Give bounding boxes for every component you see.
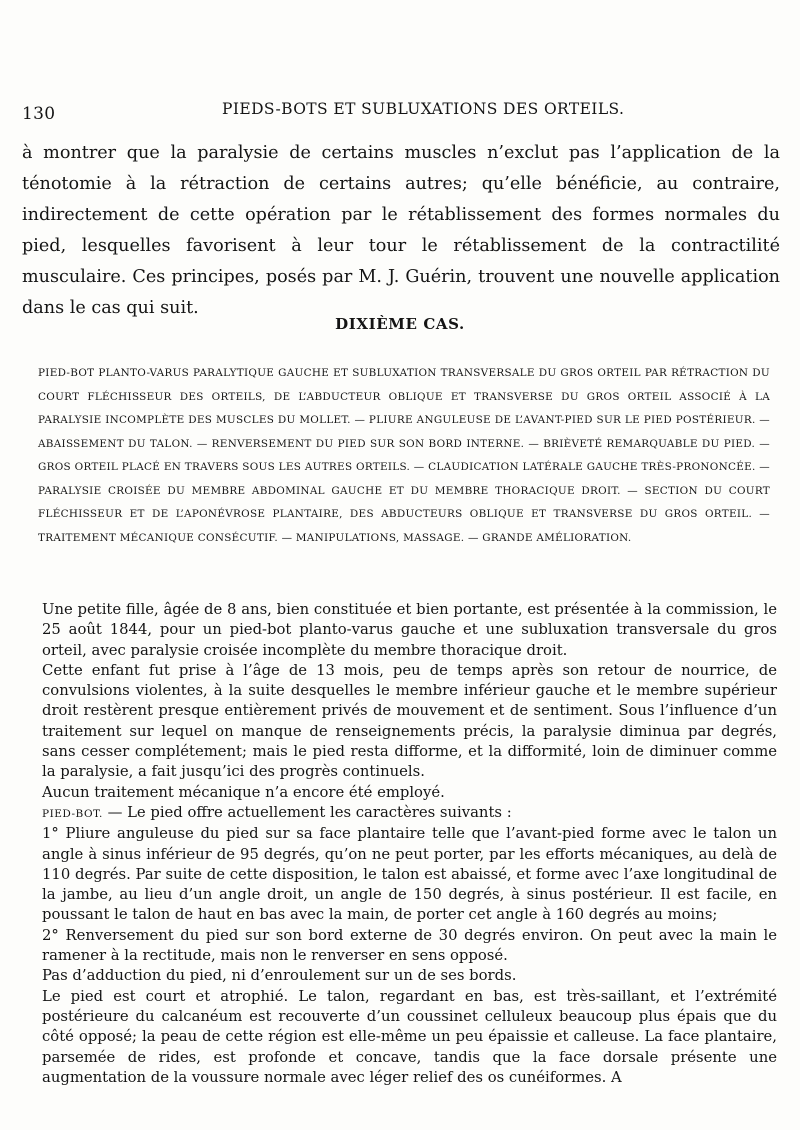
page-number: 130 <box>22 104 56 124</box>
pied-bot-paragraph <box>42 803 777 824</box>
list-item: 2° Renversement du pied sur son bord externe de 30 degrés environ. On peut avec la main le ramener à la rectitude, mais non le renverser en sens opposé. <box>42 926 777 965</box>
pied-bot-label: PIED-BOT. <box>42 807 103 820</box>
paragraph: Aucun traitement mécanique n’a encore été employé. <box>42 783 445 801</box>
paragraph: Pas d’adduction du pied, ni d’enroulement sur un de ses bords. <box>42 967 517 985</box>
section-title: DIXIÈME CAS. <box>335 315 465 333</box>
paragraph: Une petite fille, âgée de 8 ans, bien constituée et bien portante, est présentée à la commission, le 25 août 1844, pour un pied-bot planto-varus gauche et une subluxation transversale du gros orteil, avec paralysie croisée incomplète du membre thoracique droit. <box>42 601 777 659</box>
case-body <box>42 600 777 1088</box>
list-item: 1° Pliure anguleuse du pied sur sa face plantaire telle que l’avant-pied forme avec le talon un angle à sinus inférieur de 95 degrés, qu’on ne peut porter, par les efforts mécaniques, au delà de 110 degrés. Par suite de cette disposition, le talon est abaissé, et forme avec l’axe longitudinal de la jambe, au lieu d’un angle droit, un angle de 150 degrés, à sinus postérieur. Il est facile, en poussant le talon de haut en bas avec la main, de porter cet angle à 160 degrés au moins; <box>42 825 777 924</box>
pied-bot-text: — Le pied offre actuellement les caractères suivants : <box>102 803 512 821</box>
paragraph: Cette enfant fut prise à l’âge de 13 mois, peu de temps après son retour de nourrice, de convulsions violentes, à la suite desquelles le membre inférieur gauche et le membre supérieur droit restèrent presque entièrement privés de mouvement et de sentiment. Sous l’influence d’un traitement sur lequel on manque de renseignements précis, la paralysie diminua par degrés, sans cesser complétement; mais le pied resta difforme, et la difformité, loin de diminuer comme la paralysie, a fait jusqu’ici des progrès continuels. <box>42 661 777 781</box>
running-head <box>22 100 780 124</box>
paragraph: Le pied est court et atrophié. Le talon, regardant en bas, est très-saillant, et l’extrémité postérieure du calcanéum est recouverte d’un coussinet celluleux beaucoup plus épais que du côté opposé; la peau de cette région est elle-même un peu épaissie et calleuse. La face plantaire, parsemée de rides, est profonde et concave, tandis que la face dorsale présente une augmentation de la voussure normale avec léger relief des os cunéiformes. A <box>42 987 777 1086</box>
case-summary: PIED-BOT PLANTO-VARUS PARALYTIQUE GAUCHE ET SUBLUXATION TRANSVERSALE DU GROS ORTEIL PAR RÉTRACTION DU COURT FLÉCHISSEUR DES ORTEILS, DE L’ABDUCTEUR OBLIQUE ET TRANSVERSE DU GROS ORTEIL ASSOCIÉ À LA PARALYSIE INCOMPLÈTE DES MUSCLES DU MOLLET. — PLIURE ANGULEUSE DE L’AVANT-PIED SUR LE PIED POSTÉRIEUR. — ABAISSEMENT DU TALON. — RENVERSEMENT DU PIED SUR SON BORD INTERNE. — BRIÈVETÉ REMARQUABLE DU PIED. — GROS ORTEIL PLACÉ EN TRAVERS SOUS LES AUTRES ORTEILS. — CLAUDICATION LATÉRALE GAUCHE TRÈS-PRONONCÉE. — PARALYSIE CROISÉE DU MEMBRE ABDOMINAL GAUCHE ET DU MEMBRE THORACIQUE DROIT. — SECTION DU COURT FLÉCHISSEUR ET DE L’APONÉVROSE PLANTAIRE, DES ABDUCTEURS OBLIQUE ET TRANSVERSE DU GROS ORTEIL. — TRAITEMENT MÉCANIQUE CONSÉCUTIF. — MANIPULATIONS, MASSAGE. — GRANDE AMÉLIORATION. <box>38 367 770 544</box>
intro-paragraph: à montrer que la paralysie de certains muscles n’exclut pas l’application de la ténotomie à la rétraction de certains autres; qu’elle bénéficie, au contraire, indirectement de cette opération par le rétablissement des formes normales du pied, lesquelles favorisent à leur tour le rétablissement de la contractilité musculaire. Ces principes, posés par M. J. Guérin, trouvent une nouvelle application dans le cas qui suit. <box>22 143 780 318</box>
running-title: PIEDS-BOTS ET SUBLUXATIONS DES ORTEILS. <box>222 100 625 118</box>
